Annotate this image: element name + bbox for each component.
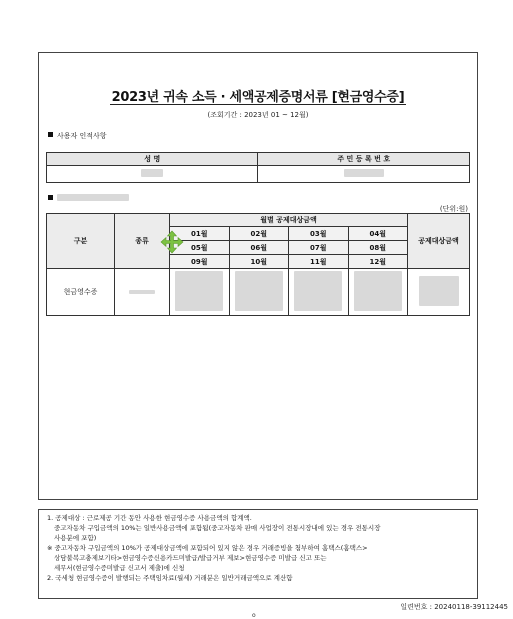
month-values-col-3 [289,269,349,316]
category-column-header: 구분 [47,214,115,269]
redacted-id-number [344,169,384,177]
note-1-line-2: 중고자동차 구입금액의 10%는 일반사용금액에 포함됨(중고자동차 판매 사업장이 전통시장내에 있는 경우 전통시장 [54,524,381,532]
month-values-col-1 [170,269,230,316]
redacted-name [141,169,163,177]
query-period: (조회기간 : 2023년 01 ~ 12월) [207,111,309,119]
name-cell [47,166,258,183]
note-2-line-2: 상담불복고충제보기타>현금영수증신용카드미발급/발급거부 제보>현금영수증 미발급 신고 또는 [54,554,327,562]
type-column-header: 종류 [115,214,170,269]
month-header-03: 03월 [289,227,349,241]
id-number-column-header: 주 민 등 록 번 호 [258,153,470,166]
redacted-month-values [235,271,283,311]
month-header-02: 02월 [229,227,289,241]
redacted-month-values [354,271,402,311]
unit-label: (단위:원) [439,205,468,213]
month-values-col-2 [229,269,289,316]
id-number-cell [258,166,470,183]
user-section-heading-text: 사용자 인적사항 [57,132,107,140]
serial-number: 일련번호 : 20240118-39112445 [400,603,508,611]
month-header-07: 07월 [289,241,349,255]
month-header-04: 04월 [348,227,408,241]
four-way-arrow-icon[interactable] [160,230,184,254]
usage-section-heading [48,194,129,203]
user-info-table [46,152,470,183]
redacted-month-values [294,271,342,311]
category-cell: 현금영수증 [47,269,115,316]
note-1-line-1: 1. 공제대상 : 근로제공 기간 동안 사용한 현금영수증 사용금액의 합계액. [47,514,252,522]
user-section-heading [48,131,107,141]
redacted-usage-heading [57,194,129,201]
notes-box [38,509,478,599]
total-amount-column-header: 공제대상금액 [408,214,470,269]
month-values-col-4 [348,269,408,316]
monthly-amount-header: 월별 공제대상금액 [170,214,408,227]
document-title: 2023년 귀속 소득 · 세액공제증명서류 [현금영수증] [111,90,405,105]
month-header-06: 06월 [229,241,289,255]
month-header-05: 05월 [170,241,230,255]
page-mark: o [252,612,256,619]
bullet-square-icon [48,132,53,137]
note-3-line-1: 2. 국세청 현금영수증이 발행되는 주택임차료(월세) 거래분은 일반거래금액으로 계산함 [47,574,293,582]
month-header-12: 12월 [348,255,408,269]
redacted-month-values [175,271,223,311]
name-column-header: 성 명 [47,153,258,166]
month-header-08: 08월 [348,241,408,255]
type-cell [115,269,170,316]
month-header-10: 10월 [229,255,289,269]
month-header-11: 11월 [289,255,349,269]
month-header-09: 09월 [170,255,230,269]
redacted-total [419,276,459,306]
note-2-line-1: ※ 중고자동차 구입금액의 10%가 공제대상금액에 포함되어 있지 않은 경우 거래증빙을 첨부하여 홈택스(홈택스> [47,544,368,552]
title-underline [110,104,406,105]
bullet-square-icon [48,195,53,200]
note-1-line-3: 사용분에 포함) [54,534,97,542]
total-amount-cell [408,269,470,316]
note-2-line-3: 세무서(현금영수증미발급 신고서 제출)에 신청 [54,564,185,572]
usage-table [46,213,470,316]
redacted-type [129,290,155,294]
month-header-01: 01월 [170,227,230,241]
